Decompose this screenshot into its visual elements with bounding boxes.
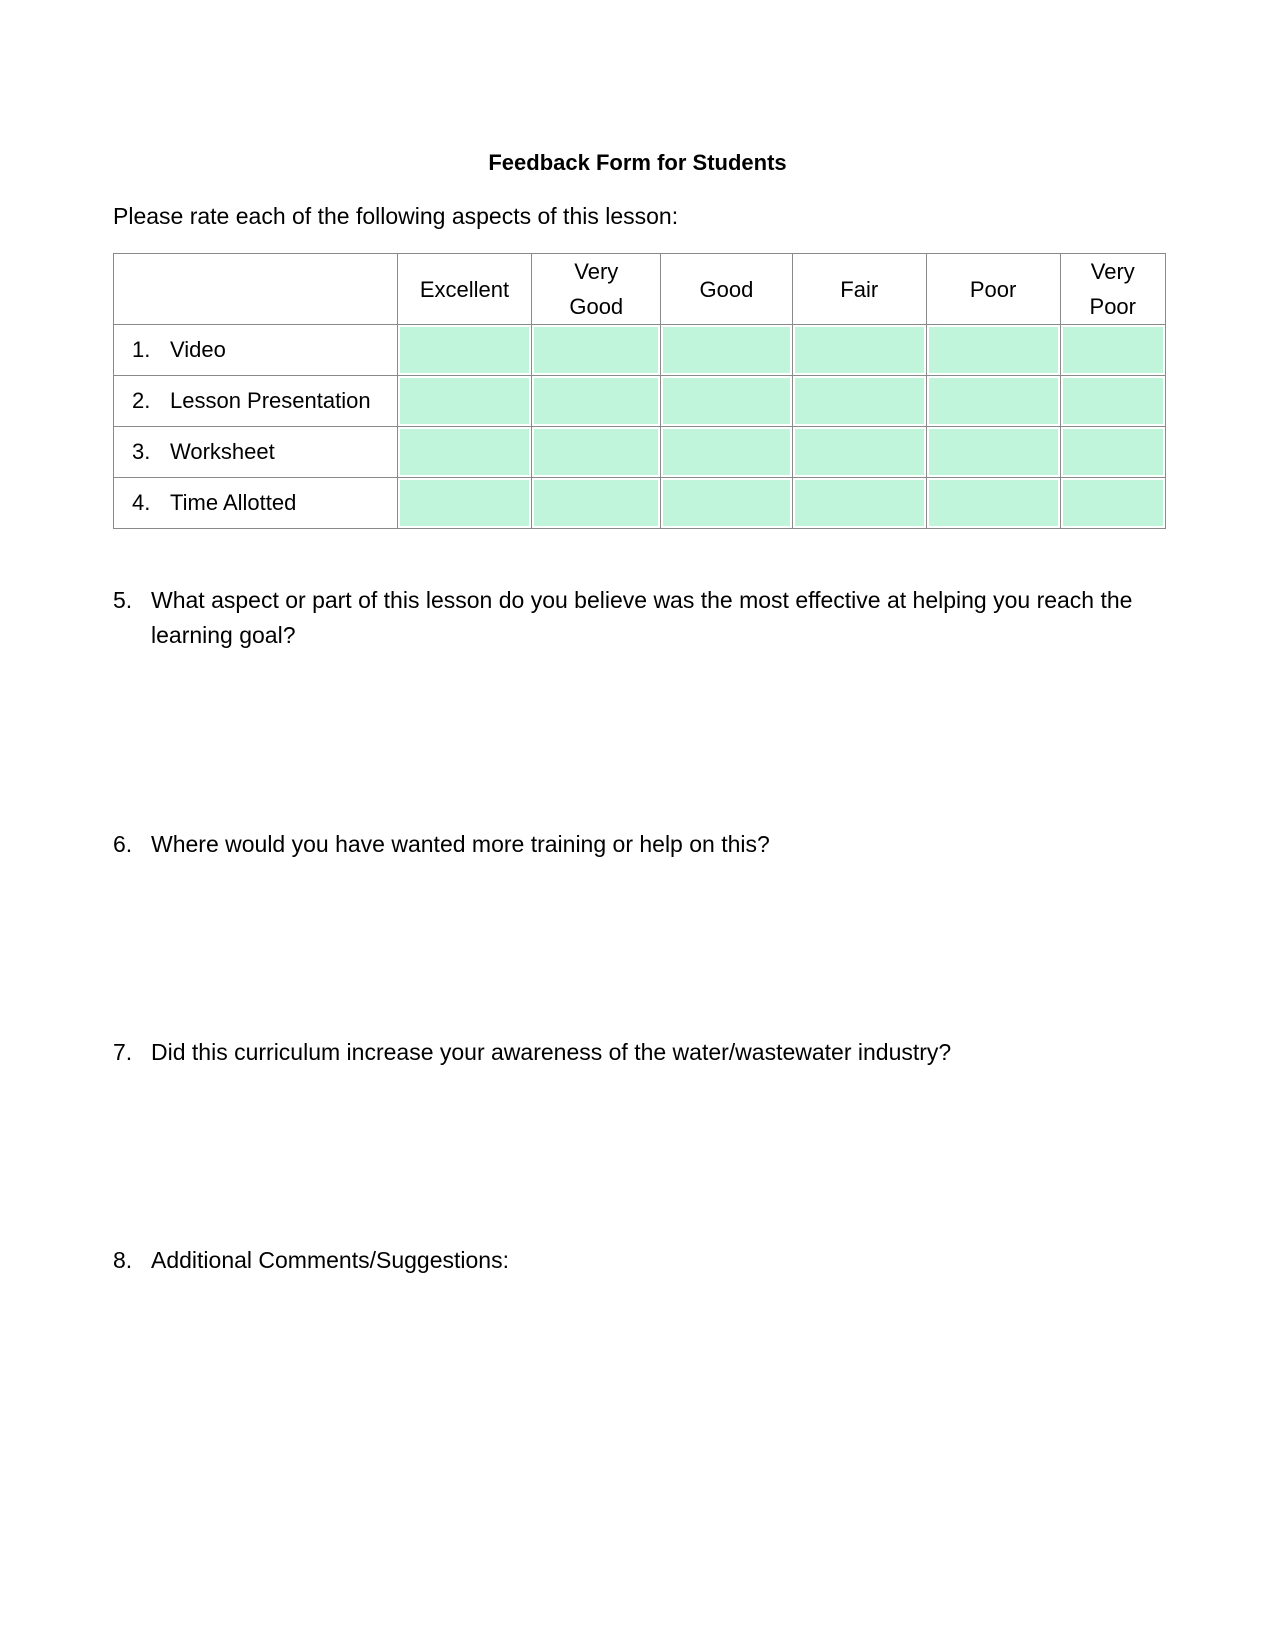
rating-cell-video-very-good[interactable] [532, 325, 661, 376]
rating-cell-worksheet-good[interactable] [661, 427, 793, 478]
rating-row-label: 3. Worksheet [114, 427, 398, 478]
question-6 [113, 827, 1153, 862]
rating-header-fair: Fair [792, 254, 926, 325]
rating-cell-lesson-poor[interactable] [926, 376, 1060, 427]
question-5 [113, 583, 1153, 653]
rating-cell-video-poor[interactable] [926, 325, 1060, 376]
form-intro: Please rate each of the following aspects of this lesson: [113, 203, 679, 229]
question-text: Additional Comments/Suggestions: [151, 1247, 509, 1273]
rating-cell-lesson-fair[interactable] [792, 376, 926, 427]
rating-cell-worksheet-fair[interactable] [792, 427, 926, 478]
rating-cell-worksheet-poor[interactable] [926, 427, 1060, 478]
rating-row-video [114, 325, 1166, 376]
rating-cell-time-very-good[interactable] [532, 478, 661, 529]
rating-cell-worksheet-very-good[interactable] [532, 427, 661, 478]
rating-row-label: 2. Lesson Presentation [114, 376, 398, 427]
rating-cell-video-good[interactable] [661, 325, 793, 376]
rating-row-time-allotted [114, 478, 1166, 529]
rating-header-blank [114, 254, 398, 325]
rating-cell-time-very-poor[interactable] [1060, 478, 1165, 529]
rating-header-row [114, 254, 1166, 325]
rating-cell-worksheet-very-poor[interactable] [1060, 427, 1165, 478]
rating-header-good: Good [661, 254, 793, 325]
question-text: Where would you have wanted more training or help on this? [151, 831, 770, 857]
rating-header-very-poor: Very Poor [1060, 254, 1165, 325]
question-number: 5. [113, 587, 133, 613]
question-number: 7. [113, 1039, 133, 1065]
rating-cell-video-excellent[interactable] [397, 325, 532, 376]
question-text: What aspect or part of this lesson do you believe was the most effective at helping you reach the learning goal? [151, 587, 1133, 648]
rating-header-very-good: Very Good [532, 254, 661, 325]
rating-cell-lesson-excellent[interactable] [397, 376, 532, 427]
question-number: 6. [113, 831, 133, 857]
rating-header-excellent: Excellent [397, 254, 532, 325]
rating-cell-time-fair[interactable] [792, 478, 926, 529]
question-text: Did this curriculum increase your awareness of the water/wastewater industry? [151, 1039, 952, 1065]
rating-cell-worksheet-excellent[interactable] [397, 427, 532, 478]
question-7 [113, 1035, 1153, 1070]
question-number: 8. [113, 1247, 133, 1273]
rating-cell-time-excellent[interactable] [397, 478, 532, 529]
question-8 [113, 1243, 1153, 1278]
rating-cell-time-good[interactable] [661, 478, 793, 529]
rating-row-lesson-presentation [114, 376, 1166, 427]
form-title: Feedback Form for Students [488, 150, 787, 175]
rating-header-poor: Poor [926, 254, 1060, 325]
rating-row-worksheet [114, 427, 1166, 478]
rating-cell-lesson-very-good[interactable] [532, 376, 661, 427]
rating-cell-video-very-poor[interactable] [1060, 325, 1165, 376]
rating-cell-lesson-good[interactable] [661, 376, 793, 427]
rating-cell-lesson-very-poor[interactable] [1060, 376, 1165, 427]
rating-row-label: 1. Video [114, 325, 398, 376]
rating-cell-video-fair[interactable] [792, 325, 926, 376]
rating-cell-time-poor[interactable] [926, 478, 1060, 529]
rating-table [113, 253, 1166, 529]
rating-row-label: 4. Time Allotted [114, 478, 398, 529]
